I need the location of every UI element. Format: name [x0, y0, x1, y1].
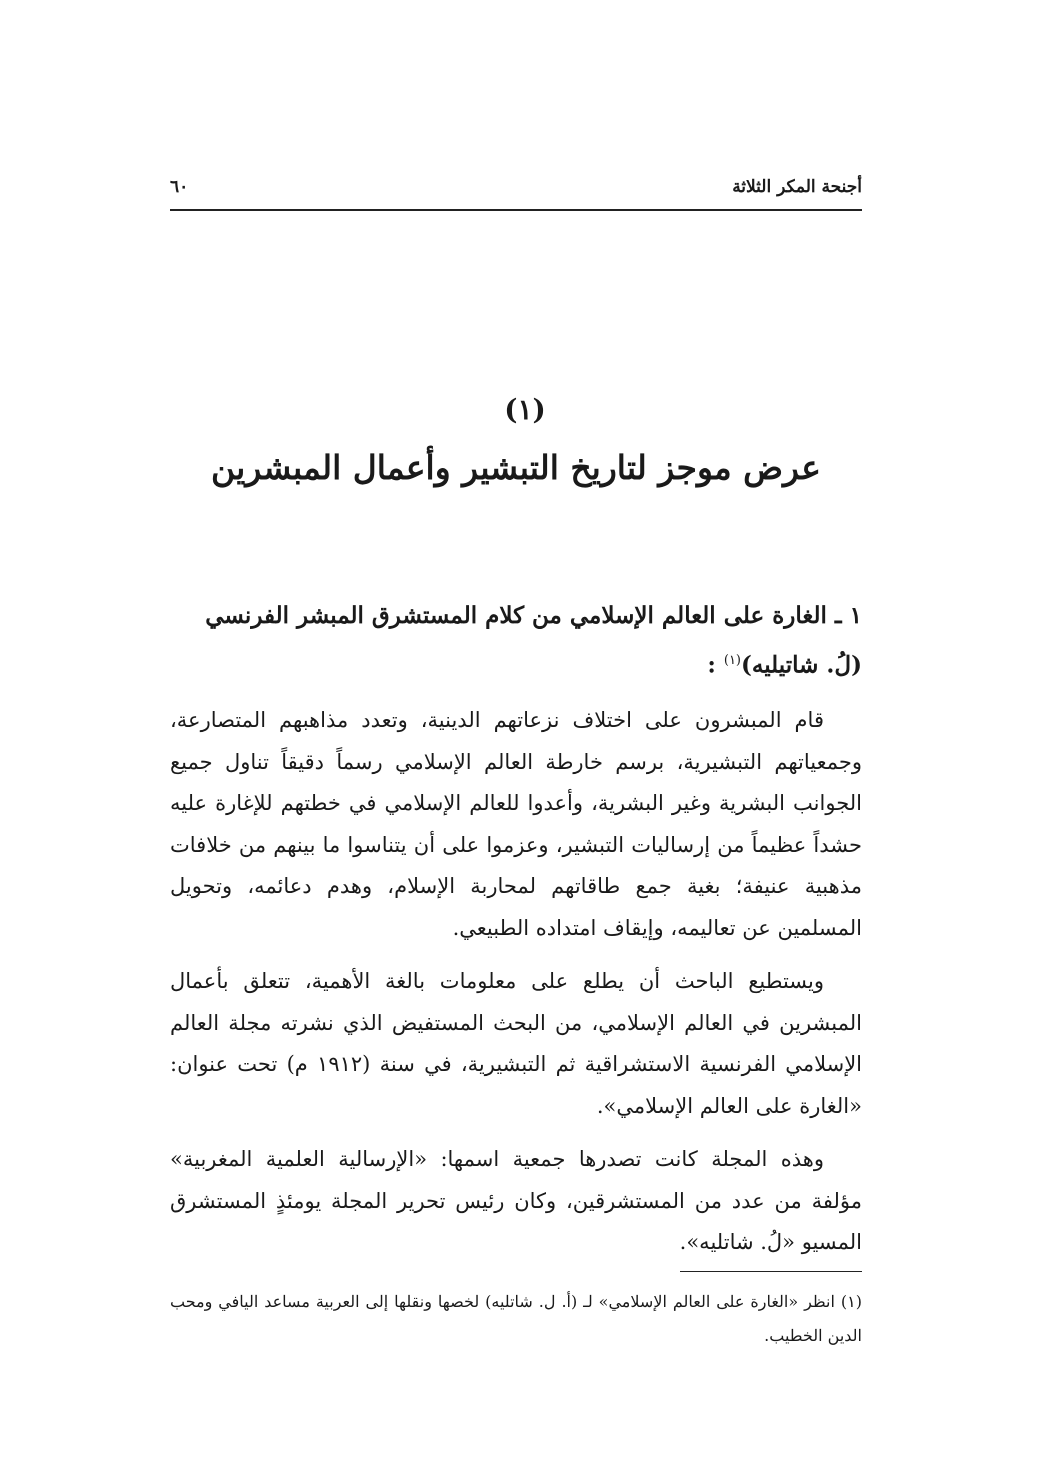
section-heading-text: ١ ـ الغارة على العالم الإسلامي من كلام المستشرق المبشر الفرنسي (لُ. شاتيليه): [205, 602, 862, 679]
footnote-reference: (١): [723, 653, 741, 668]
page-number: ٦٠: [170, 177, 189, 197]
footnote-divider: [680, 1271, 862, 1272]
section-heading-colon: :: [707, 651, 716, 679]
header-book-title: أجنحة المكر الثلاثة: [732, 177, 862, 197]
footnote: (١) انظر «الغارة على العالم الإسلامي» لـ (أ. ل. شاتليه) لخصها ونقلها إلى العربية مساعد اليافي ومحب الدين الخطيب.: [170, 1292, 862, 1345]
paragraph: قام المبشرون على اختلاف نزعاتهم الدينية، وتعدد مذاهبهم المتصارعة، وجمعياتهم التبشيرية، برسم خارطة العالم الإسلامي رسماً دقيقاً تناول جميع الجوانب البشرية وغير البشرية، وأعدوا للعالم الإسلامي في خطتهم للإغارة عليه حشداً عظيماً من إرساليات التبشير، وعزموا على أن يتناسوا ما بينهم من خلافات مذهبية عنيفة؛ بغية جمع طاقاتهم لمحاربة الإسلام، وهدم دعائمه، وتحويل المسلمين عن تعاليمه، وإيقاف امتداده الطبيعي.: [170, 708, 862, 940]
paragraph: وهذه المجلة كانت تصدرها جمعية اسمها: «الإرسالية العلمية المغربية» مؤلفة من عدد من المستشرقين، وكان رئيس تحرير المجلة يومئذٍ المستشرق المسيو «لُ. شاتليه».: [170, 1147, 862, 1254]
paragraph: ويستطيع الباحث أن يطلع على معلومات بالغة الأهمية، تتعلق بأعمال المبشرين في العالم الإسلامي، من البحث المستفيض الذي نشرته مجلة العالم الإسلامي الفرنسية الاستشراقية ثم التبشيرية، في سنة (١٩١٢ م) تحت عنوان: «الغارة على العالم الإسلامي».: [170, 969, 862, 1118]
chapter-title: عرض موجز لتاريخ التبشير وأعمال المبشرين: [211, 448, 821, 487]
chapter-number: (١): [504, 393, 546, 426]
section-heading: [170, 593, 862, 688]
running-header: [170, 175, 862, 211]
body-text: [170, 700, 862, 1276]
